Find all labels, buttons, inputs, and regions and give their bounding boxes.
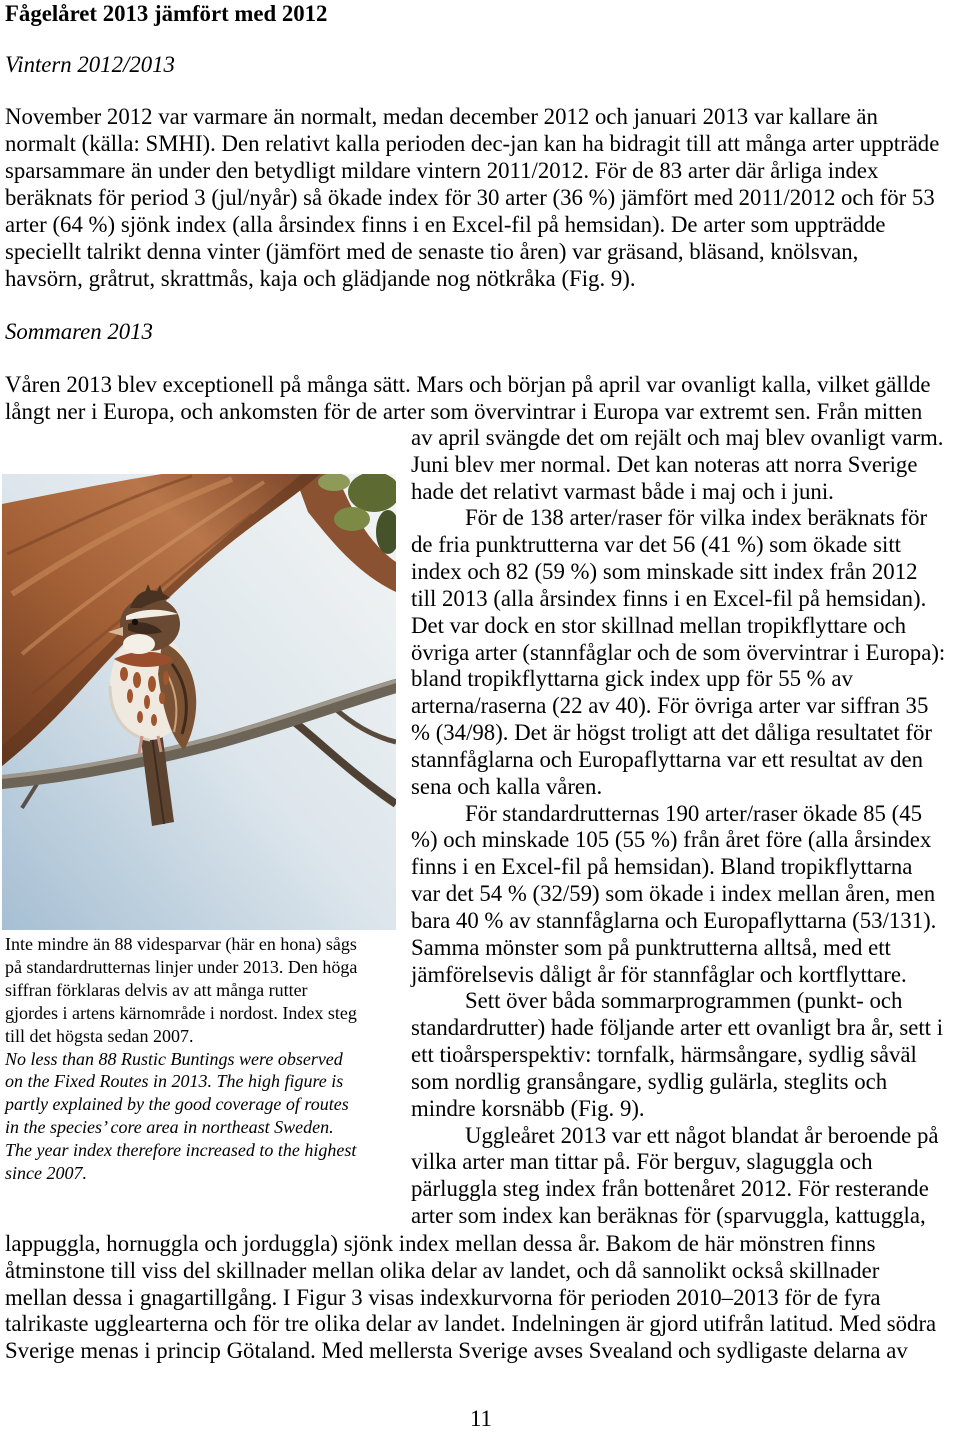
summer-text-line: Sverige menas i princip Götaland. Med mellersta Sverige avses Svealand och sydligaste delarna av <box>5 1338 908 1363</box>
column-text-line: till 2013 (alla årsindex finns i en Excel-fil på hemsidan). <box>411 585 927 611</box>
column-text-line: index och 82 (59 %) som minskade sitt index från 2012 <box>411 559 918 585</box>
caption-line-swedish: gjordes i artens kärnområde i nordost. Index steg <box>5 1002 357 1023</box>
column-text-line: pärluggla steg index från bottenåret 2012. För resterande <box>411 1176 929 1202</box>
caption-line-english: since 2007. <box>5 1163 87 1184</box>
column-text-line: var det 54 % (32/59) som ökade i index mellan åren, men <box>411 881 936 907</box>
page-title: Fågelåret 2013 jämfört med 2012 <box>5 1 328 26</box>
rustic-bunting-photo <box>2 474 396 930</box>
caption-line-swedish: Inte mindre än 88 videsparvar (här en hona) sågs <box>5 934 357 954</box>
summer-text-line: långt ner i Europa, och ankomsten för de arter som övervintrar i Europa var extremt sen. Från mitten <box>5 399 923 424</box>
column-text-line: Samma mönster som på punktrutterna alltså, med ett <box>411 934 891 960</box>
column-text-line: hade det relativt varmast både i maj och i juni. <box>411 478 834 504</box>
column-text-line: jämförelsevis dåligt år för stannfåglar och kortflyttare. <box>411 961 907 987</box>
summer-text-line: åtminstone till viss del skillnader mellan olika delar av landet, och då sannolikt också skillnader <box>5 1257 880 1283</box>
column-text-line: ett tioårsperspektiv: tornfalk, härmsångare, sydlig såväl <box>411 1042 917 1068</box>
column-text-line: vilka arter man tittar på. För berguv, slaguggla och <box>411 1149 873 1175</box>
column-text-line: arterna/raserna (22 av 40). För övriga arter var siffran 35 <box>411 693 929 719</box>
summer-text-line: Våren 2013 blev exceptionell på många sätt. Mars och början på april var ovanligt kalla, vilket gällde <box>5 372 931 397</box>
caption-line-swedish: på standardrutternas linjer under 2013. Den höga <box>5 956 358 977</box>
caption-line-english: No less than 88 Rustic Buntings were observed <box>5 1048 343 1069</box>
column-text-line: % (34/98). Det är högst troligt att det dåliga resultatet för <box>411 720 933 746</box>
column-text-line: För standardrutternas 190 arter/raser ökade 85 (45 <box>465 800 923 826</box>
winter-text-line: sparsammare än under den betydligt mildare vintern 2011/2012. För de 83 arter där årliga index <box>5 158 879 183</box>
column-text-line: Juni blev mer normal. Det kan noteras att norra Sverige <box>411 451 918 477</box>
summer-continued-paragraph <box>5 1231 936 1365</box>
column-text-line: som nordlig gransångare, sydlig gulärla, steglits och <box>411 1068 888 1094</box>
winter-text-line: speciellt talrikt denna vinter (jämfört med de senaste tio åren) var gräsand, bläsand, knölsvan, <box>5 239 859 264</box>
column-text-line: övriga arter (stannfåglar och de som övervintrar i Europa): <box>411 639 946 665</box>
column-text-line: Det var dock en stor skillnad mellan tropikflyttare och <box>411 612 907 638</box>
caption-line-swedish: till det högsta sedan 2007. <box>5 1025 194 1046</box>
photo-image <box>2 474 396 930</box>
caption-line-swedish: siffran förklaras delvis av att många rutter <box>5 979 308 1000</box>
column-text-line: bland tropikflyttarna gick index upp för 55 % av <box>411 666 853 692</box>
column-text-line: För de 138 arter/raser för vilka index beräknats för <box>465 505 928 531</box>
column-text-line: arter som index kan beräknas för (sparvuggla, kattuggla, <box>411 1203 926 1229</box>
page-number: 11 <box>470 1406 492 1431</box>
winter-text-line: November 2012 var varmare än normalt, medan december 2012 och januari 2013 var kallare än <box>5 104 878 129</box>
winter-text-line: havsörn, gråtrut, skrattmås, kaja och glädjande nog nötkråka (Fig. 9). <box>5 266 636 291</box>
caption-line-english: The year index therefore increased to the highest <box>5 1140 357 1161</box>
section-heading-winter: Vintern 2012/2013 <box>5 52 175 77</box>
summer-right-column <box>411 425 945 1230</box>
winter-text-line: beräknats för period 3 (jul/nyår) så ökade index för 30 arter (36 %) jämfört med 2011/2012 och för 53 <box>5 185 935 210</box>
column-text-line: standardrutter) hade följande arter ett ovanligt bra år, sett i <box>411 1015 944 1041</box>
column-text-line: stannfåglarna och Europaflyttarna var ett resultat av den <box>411 746 924 772</box>
winter-paragraph <box>5 103 939 292</box>
summer-text-line: mellan dessa i gnagartillgång. I Figur 3 visas indexkurvorna för perioden 2010–2013 för de fyra <box>5 1284 881 1310</box>
section-heading-summer: Sommaren 2013 <box>5 319 153 344</box>
column-text-line: de fria punktrutterna var det 56 (41 %) som ökade sitt <box>411 532 901 558</box>
summer-text-line: talrikaste ugglearterna och för tre olika delar av landet. Indelningen är gjord utifrån latitud. Med södra <box>5 1311 937 1337</box>
column-text-line: finns i en Excel-fil på hemsidan). Bland tropikflyttarna <box>411 854 913 880</box>
column-text-line: %) och minskade 105 (55 %) från året före (alla årsindex <box>411 827 932 853</box>
caption-line-english: partly explained by the good coverage of routes <box>5 1094 349 1115</box>
column-text-line: mindre korsnäbb (Fig. 9). <box>411 1095 645 1121</box>
winter-text-line: normalt (källa: SMHI). Den relativt kalla perioden dec-jan kan ha bidragit till att många arter uppträde <box>5 131 940 156</box>
caption-line-english: in the species’ core area in northeast Sweden. <box>5 1117 334 1138</box>
summer-intro-paragraph <box>5 371 931 425</box>
caption-line-english: on the Fixed Routes in 2013. The high figure is <box>5 1071 344 1092</box>
winter-text-line: arter (64 %) sjönk index (alla årsindex finns i en Excel-fil på hemsidan). De arter som uppträdde <box>5 212 886 237</box>
summer-text-line: lappuggla, hornuggla och jorduggla) sjönk index mellan dessa år. Bakom de här mönstren finns <box>5 1231 876 1256</box>
column-text-line: Uggleåret 2013 var ett något blandat år beroende på <box>465 1122 939 1148</box>
column-text-line: av april svängde det om rejält och maj blev ovanligt varm. <box>411 425 944 450</box>
column-text-line: Sett över båda sommarprogrammen (punkt- och <box>465 988 903 1014</box>
column-text-line: bara 40 % av stannfåglarna och Europaflyttarna (53/131). <box>411 907 937 933</box>
column-text-line: sena och kalla våren. <box>411 773 603 799</box>
photo-caption <box>5 933 357 1185</box>
